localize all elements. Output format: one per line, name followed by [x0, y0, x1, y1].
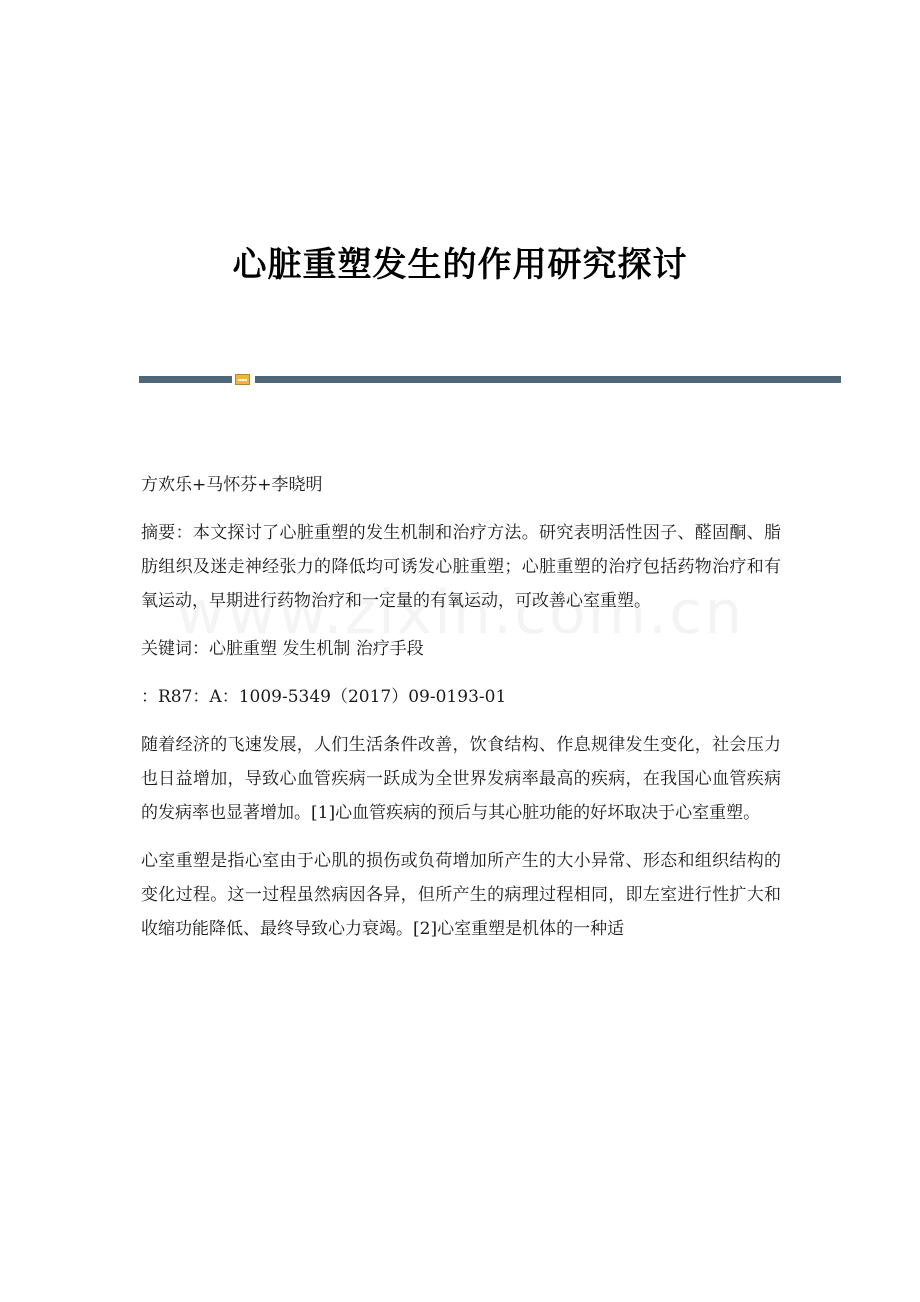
divider-bar-left [139, 376, 232, 383]
classification-code: ：R87：A：1009-5349（2017）09-0193-01 [141, 687, 507, 707]
keywords: 关键词：心脏重塑 发生机制 治疗手段 [141, 639, 424, 659]
authors: 方欢乐+马怀芬+李晓明 [141, 475, 323, 495]
document-body [141, 468, 781, 960]
divider-bar-right [255, 376, 841, 383]
title-divider [139, 374, 841, 386]
document-title: 心脏重塑发生的作用研究探讨 [232, 244, 688, 285]
divider-ornament-icon [235, 374, 250, 385]
body-paragraph: 随着经济的飞速发展，人们生活条件改善，饮食结构、作息规律发生变化，社会压力也日益增加，导致心血管疾病一跃成为全世界发病率最高的疾病，在我国心血管疾病的发病率也显著增加。[1]心血管疾病的预后与其心脏功能的好坏取决于心室重塑。 [141, 735, 781, 823]
body-paragraph: 心室重塑是指心室由于心肌的损伤或负荷增加所产生的大小异常、形态和组织结构的变化过程。这一过程虽然病因各异，但所产生的病理过程相同，即左室进行性扩大和收缩功能降低、最终导致心力衰竭。[2]心室重塑是机体的一种适 [141, 851, 781, 939]
abstract: 摘要：本文探讨了心脏重塑的发生机制和治疗方法。研究表明活性因子、醛固酮、脂肪组织及迷走神经张力的降低均可诱发心脏重塑；心脏重塑的治疗包括药物治疗和有氧运动，早期进行药物治疗和一定量的有氧运动，可改善心室重塑。 [141, 523, 781, 611]
